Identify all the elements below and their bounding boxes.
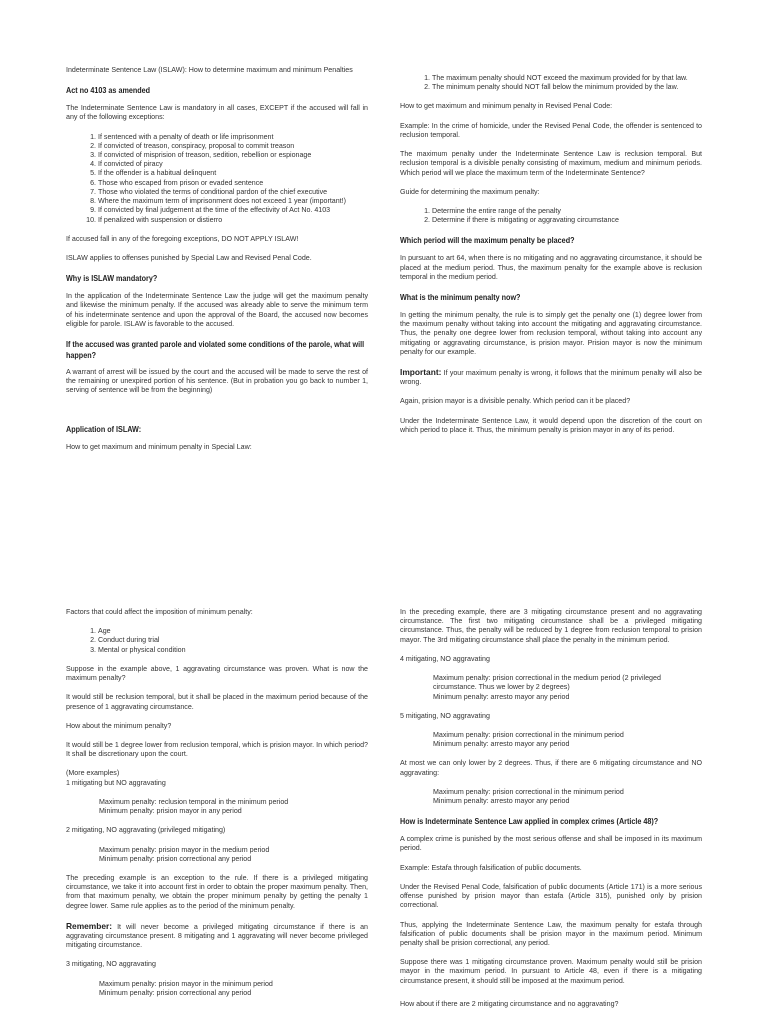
paragraph-lower: It would still be 1 degree lower from reclusion temporal, which is prision mayor. In which period? It shall be discretionary upon the court. [66, 740, 368, 759]
example-title: 1 mitigating but NO aggravating [66, 778, 166, 787]
paragraph-atmost: At most we can only lower by 2 degrees. Thus, if there are 6 mitigating circumstance and NO aggravating: [400, 759, 702, 777]
paragraph-minimum: In getting the minimum penalty, the rule is to simply get the penalty one (1) degree lower from the maximum penalty without taking into account the mitigating and aggravating circumstance. Thus, the penalty one degree lower from reclusion temporal, without taking into account any mitigating or aggravating circumstance, is prision mayor. Prision mayor is now the minimum penalty for our example. [400, 310, 702, 356]
example-penalties: Maximum penalty: reclusion temporal in the minimum period Minimum penalty: prision mayor in any period [99, 797, 289, 816]
more-examples-label: (More examples) [66, 769, 120, 778]
list-item: 4. If convicted of piracy [90, 160, 163, 169]
heading-application: Application of ISLAW: [66, 423, 142, 434]
paragraph-thus: Thus, applying the Indeterminate Sentence Law, the maximum penalty for estafa through falsification of public documents shall be prision mayor in the maximum period. Minimum penalty shall be prision correctional, any period. [400, 920, 702, 947]
paragraph-preceding: In the preceding example, there are 3 mitigating circumstance present and no aggravating circumstance. The first two mitigating circumstance shall be a privileged mitigating circumstance. Thus, the penalty will be reduced by 1 degree from reclusion temporal to prision mayor. The 3rd mitigating circumstance shall place the penalty in the minimum period. [400, 608, 702, 644]
paragraph-example: Example: In the crime of homicide, under the Revised Penal Code, the offender is sentenced to reclusion temporal. [400, 121, 702, 139]
list-item: 2. If convicted of treason, conspiracy, proposal to commit treason [90, 141, 295, 150]
column-right-top [400, 74, 702, 445]
example-penalties: Maximum penalty: prision mayor in the minimum period Minimum penalty: prision correctional any period [99, 979, 273, 997]
paragraph-complex: A complex crime is punished by the most serious offense and shall be imposed in its maximum period. [400, 835, 702, 853]
list-item: 8. Where the maximum term of imprisonment does not exceed 1 year (important!) [90, 197, 346, 206]
paragraph-rpc: How to get maximum and minimum penalty in Revised Penal Code: [400, 102, 613, 111]
list-item: 2. The minimum penalty should NOT fall below the minimum provided by the law. [424, 83, 679, 92]
heading-period: Which period will the maximum penalty be placed? [400, 235, 575, 246]
column-left-bottom [66, 608, 368, 1008]
more-examples-block [66, 769, 368, 787]
paragraph-guide: Guide for determining the maximum penalty: [400, 187, 540, 196]
example-penalties: Maximum penalty: prision mayor in the medium period Minimum penalty: prision correctional any period [99, 845, 270, 863]
paragraph-exception: The preceding example is an exception to the rule. If there is a privileged mitigating circumstance, we take it into account first in order to obtain the proper maximum penalty. Then, from that maximum penalty, we obtain the proper minimum penalty by getting the penalty 1 degree lower. Same rule applies as to the period of the minimum penalty. [66, 873, 368, 910]
list-item: 1. Age [90, 627, 111, 636]
example-title: 4 mitigating, NO aggravating [400, 654, 490, 663]
paragraph-special: How to get maximum and minimum penalty in Special Law: [66, 442, 252, 451]
rules-list [400, 74, 702, 92]
paragraph-important: Important: If your maximum penalty is wrong, it follows that the minimum penalty will also be wrong. [400, 367, 702, 387]
column-right-bottom [400, 608, 702, 1019]
example-penalties: Maximum penalty: prision correctional in the minimum period Minimum penalty: arresto mayor any period [433, 730, 624, 749]
list-item: 9. If convicted by final judgement at the time of the effectivity of Act No. 4103 [90, 206, 331, 215]
paragraph-remember: Remember: It will never become a privileged mitigating circumstance if there is an aggravating circumstance present. 8 mitigating and 1 aggravating will never become privileged mitigating circumstance. [66, 920, 368, 950]
example-title: 3 mitigating, NO aggravating [66, 960, 156, 969]
list-item: 10. If penalized with suspension or distierro [86, 215, 223, 224]
paragraph-factors: Factors that could affect the imposition of minimum penalty: [66, 608, 253, 616]
paragraph-applies: ISLAW applies to offenses punished by Special Law and Revised Penal Code. [66, 253, 312, 262]
heading-minimum: What is the minimum penalty now? [400, 291, 521, 302]
paragraph-again: Again, prision mayor is a divisible penalty. Which period can it be placed? [400, 397, 631, 406]
factors-list [66, 627, 368, 655]
example-title: 2 mitigating, NO aggravating (privileged mitigating) [66, 826, 226, 835]
list-item: 2. Determine if there is mitigating or aggravating circumstance [424, 216, 619, 225]
list-item: 1. The maximum penalty should NOT exceed the maximum provided for by that law. [424, 74, 688, 82]
paragraph-under: Under the Revised Penal Code, falsification of public documents (Article 171) is a more serious offense punished by prision mayor than estafa (Article 315), punished only by prision correctional. [400, 882, 702, 910]
paragraph-why: In the application of the Indeterminate Sentence Law the judge will get the maximum penalty and likewise the minimum penalty. If the accused was already able to serve the minimum term of his indeterminate sentence and upon the approval of the Board, the accused now becomes eligible for parole. ISLAW is favorable to the accused. [66, 292, 368, 328]
heading-why: Why is ISLAW mandatory? [66, 273, 158, 284]
list-item: 6. Those who escaped from prison or evaded sentence [90, 178, 264, 187]
heading-complex: How is Indeterminate Sentence Law applied in complex crimes (Article 48)? [400, 816, 659, 827]
list-item: 5. If the offender is a habitual delinquent [90, 169, 217, 178]
paragraph-suppose: Suppose in the example above, 1 aggravating circumstance was proven. What is now the maximum penalty? [66, 664, 368, 683]
paragraph-maxpen: The maximum penalty under the Indeterminate Sentence Law is reclusion temporal. But reclusion temporal is a divisible penalty consisting of maximum, medium and minimum periods. Which period will we place the maximum term of the Indeterminate Sentence? [400, 150, 702, 177]
example-penalties: Maximum penalty: prision correctional in the medium period (2 privileged circumstance. Thus we lower by 2 degrees) Minimum penalty: arresto mayor any period [433, 674, 661, 701]
paragraph-howabout: How about the minimum penalty? [66, 721, 172, 730]
heading-act: Act no 4103 as amended [66, 85, 151, 96]
paragraph-howabout2: How about if there are 2 mitigating circumstance and no aggravating? [400, 999, 619, 1008]
list-item: 3. If convicted of misprision of treason, sedition, rebellion or espionage [90, 151, 312, 160]
list-item: 1. Determine the entire range of the penalty [424, 206, 561, 215]
guide-list [400, 207, 702, 225]
paragraph-discretion: Under the Indeterminate Sentence Law, it would depend upon the discretion of the court on which period to place it. Thus, the minimum penalty is prision mayor in any of its period. [400, 416, 702, 434]
important-label: Important: [400, 367, 442, 377]
paragraph-reclusion: It would still be reclusion temporal, but it shall be placed in the maximum period because of the presence of 1 aggravating circumstance. [66, 693, 368, 711]
intro-title: Indeterminate Sentence Law (ISLAW): How to determine maximum and minimum Penalties [66, 66, 353, 74]
exceptions-list [66, 133, 368, 225]
list-item: 7. Those who violated the terms of conditional pardon of the chief executive [90, 187, 328, 196]
column-left-top [66, 66, 368, 462]
heading-parole: If the accused was granted parole and violated some conditions of the parole, what will happen? [66, 339, 365, 360]
list-item: 3. Mental or physical condition [90, 645, 186, 654]
paragraph-fall: If accused fall in any of the foregoing exceptions, DO NOT APPLY ISLAW! [66, 234, 299, 243]
paragraph-estafa: Example: Estafa through falsification of public documents. [400, 863, 582, 872]
paragraph-parole: A warrant of arrest will be issued by the court and the accused will be made to serve the rest of the remaining or unexpired portion of his sentence. (But in probation you go back to number 1, serving of sentence will be from the beginning) [66, 368, 368, 395]
list-item: 1. If sentenced with a penalty of death or life imprisonment [90, 132, 274, 141]
example-penalties: Maximum penalty: prision correctional in the minimum period Minimum penalty: arresto mayor any period [433, 787, 624, 806]
list-item: 2. Conduct during trial [90, 636, 160, 645]
paragraph-mandatory: The Indeterminate Sentence Law is mandatory in all cases, EXCEPT if the accused will fall in any of the following exceptions: [66, 104, 368, 122]
example-title: 5 mitigating, NO aggravating [400, 711, 490, 720]
remember-label: Remember: [66, 920, 113, 931]
paragraph-suppose2: Suppose there was 1 mitigating circumstance proven. Maximum penalty would still be prision mayor in the maximum period. In pursuant to Article 48, even if there is a mitigating circumstance present, it should still be imposed at the maximum period. [400, 958, 702, 985]
paragraph-art64: In pursuant to art 64, when there is no mitigating and no aggravating circumstance, it should be placed at the medium period. Thus, the maximum penalty for the example above is reclusion temporal in the medium period. [400, 254, 702, 281]
